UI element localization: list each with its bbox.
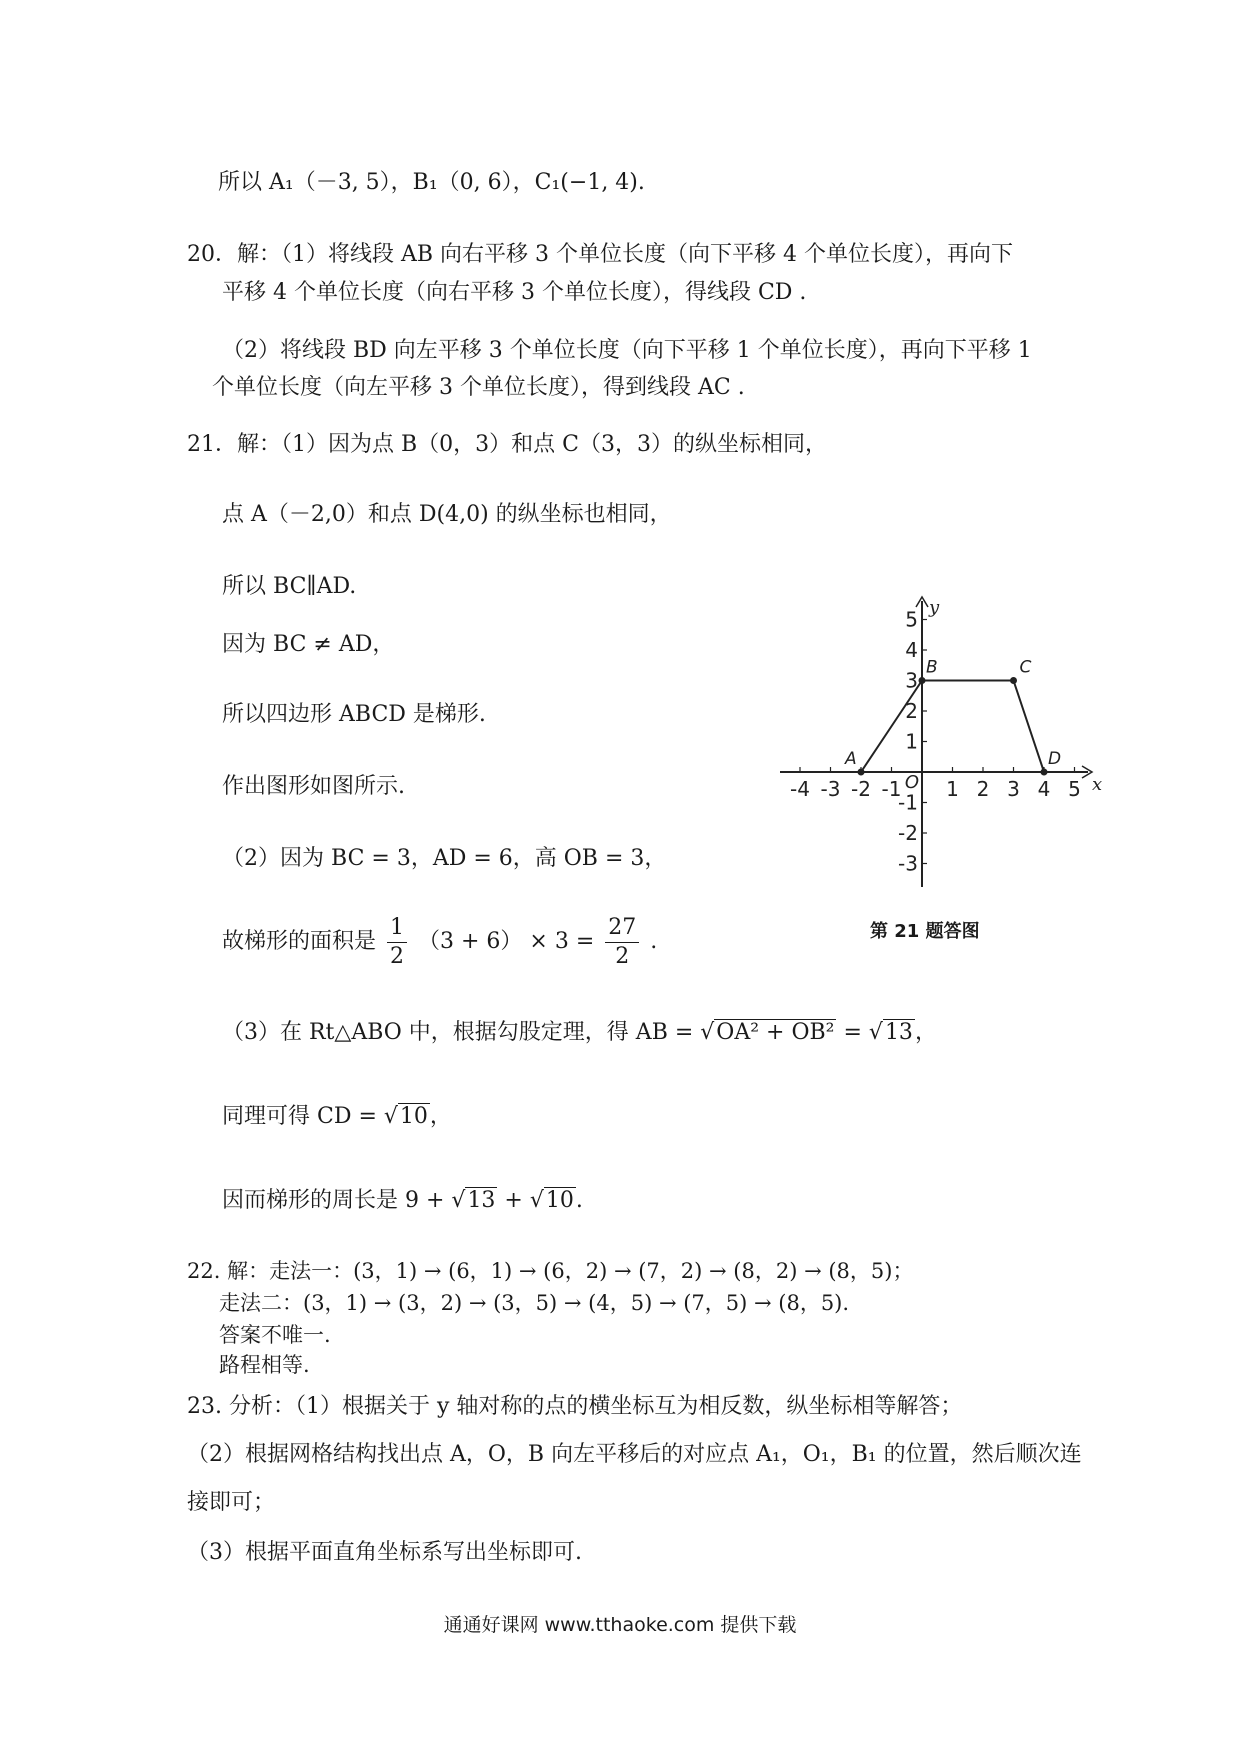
answer-22-line-1: 22. 解：走法一：(3，1) → (6，1) → (6，2) → (7，2) → (8，2) → (8，5)；: [187, 1259, 914, 1283]
x-axis-label: x: [1092, 774, 1103, 795]
y-tick-label: -3: [898, 851, 918, 876]
origin-label: O: [904, 772, 919, 793]
y-axis-label: y: [929, 597, 940, 618]
x-tick-label: -4: [790, 777, 810, 801]
answer-21-cd-length: [222, 1102, 452, 1132]
figure-caption: 第 21 题答图: [870, 921, 980, 942]
point-c-marker: [1010, 677, 1017, 684]
fraction-numerator: 27: [605, 914, 639, 943]
y-tick-label: -1: [898, 790, 918, 815]
pythagoras-end: ，: [914, 1020, 937, 1045]
perimeter-prefix: 因而梯形的周长是 9 + √: [222, 1188, 466, 1213]
answer-21-line-5: 所以四边形 ABCD 是梯形.: [222, 702, 486, 727]
cd-end: ，: [429, 1104, 452, 1129]
perimeter-end: .: [575, 1188, 583, 1213]
point-d-label: D: [1048, 749, 1062, 769]
answer-22-line-2: 走法二：(3，1) → (3，2) → (3，5) → (4，5) → (7，5) → (8，5).: [219, 1291, 850, 1315]
point-a-marker: [858, 769, 865, 776]
point-b-marker: [919, 677, 926, 684]
answer-21-area-formula: [222, 912, 657, 972]
x-tick-label: 4: [1037, 777, 1051, 801]
answer-22-line-3: 答案不唯一.: [219, 1323, 331, 1347]
answer-20-line-4: 个单位长度（向左平移 3 个单位长度），得到线段 AC .: [212, 375, 745, 400]
answer-23-line-3: 接即可；: [187, 1490, 276, 1515]
x-tick-label: 1: [946, 777, 959, 801]
answer-22-line-4: 路程相等.: [219, 1353, 310, 1377]
x-tick-label: -2: [851, 777, 871, 801]
trapezoid-outline: [861, 681, 1044, 773]
fraction-denominator: 2: [615, 943, 630, 969]
y-tick-label: 3: [905, 668, 918, 693]
y-tick-label: 5: [905, 607, 918, 632]
radicand: 10: [399, 1104, 428, 1129]
answer-21-line-1: 21．解：（1）因为点 B（0，3）和点 C（3，3）的纵坐标相同，: [187, 432, 827, 457]
area-middle: （3 + 6） × 3 =: [418, 929, 595, 954]
answer-21-line-6: 作出图形如图所示.: [222, 774, 405, 799]
radicand: 10: [545, 1188, 574, 1213]
point-c-label: C: [1019, 657, 1032, 678]
answer-23-line-4: （3）根据平面直角坐标系写出坐标即可.: [187, 1540, 582, 1565]
x-tick-label: -1: [881, 777, 902, 801]
y-tick-label: 4: [905, 638, 918, 662]
page-footer: 通通好课网 www.tthaoke.com 提供下载: [443, 1614, 797, 1636]
pythagoras-middle: = √: [836, 1020, 883, 1045]
pythagoras-prefix: （3）在 Rt△ABO 中，根据勾股定理，得 AB = √: [222, 1020, 715, 1045]
area-prefix: 故梯形的面积是: [222, 929, 377, 954]
answer-21-perimeter: [222, 1186, 583, 1216]
fraction-numerator: 1: [387, 914, 407, 943]
y-tick-label: 2: [905, 699, 918, 723]
cd-prefix: 同理可得 CD = √: [222, 1104, 398, 1129]
point-a-label: A: [845, 749, 857, 769]
answer-19-tail: 所以 A₁（－3, 5），B₁（0, 6），C₁(−1, 4).: [218, 170, 645, 195]
answer-21-line-3: 所以 BC∥AD.: [222, 574, 357, 599]
answer-20-line-2: 平移 4 个单位长度（向右平移 3 个单位长度），得线段 CD .: [222, 280, 807, 305]
x-tick-label: 3: [1007, 777, 1020, 801]
perimeter-middle: + √: [497, 1188, 544, 1213]
answer-21-line-2: 点 A（－2,0）和点 D(4,0) 的纵坐标也相同，: [222, 502, 672, 527]
answer-20-line-3: （2）将线段 BD 向左平移 3 个单位长度（向下平移 1 个单位长度），再向下平移 1: [222, 338, 1032, 363]
coordinate-graph: [770, 595, 1110, 900]
x-tick-label: -3: [820, 777, 841, 801]
answer-21-line-4: 因为 BC ≠ AD，: [222, 632, 395, 657]
point-d-marker: [1041, 769, 1048, 776]
area-end: .: [650, 929, 658, 954]
x-tick-label: 5: [1068, 777, 1081, 801]
answer-23-line-1: 23. 分析：（1）根据关于 y 轴对称的点的横坐标互为相反数，纵坐标相等解答；: [187, 1394, 963, 1419]
point-b-label: B: [926, 657, 938, 678]
fraction-one-half: [387, 914, 407, 971]
radicand: 13: [467, 1188, 496, 1213]
x-tick-label: 2: [976, 777, 990, 801]
fraction-denominator: 2: [390, 943, 405, 969]
answer-23-line-2: （2）根据网格结构找出点 A，O，B 向左平移后的对应点 A₁，O₁，B₁ 的位置，然后顺次连: [187, 1442, 1082, 1467]
radicand: OA² + OB²: [716, 1020, 835, 1045]
radicand: 13: [884, 1020, 913, 1045]
answer-21-line-7: （2）因为 BC = 3，AD = 6，高 OB = 3，: [222, 846, 667, 871]
y-tick-label: 1: [905, 729, 918, 754]
answer-21-pythagoras: [222, 1018, 937, 1048]
fraction-result: [605, 914, 639, 971]
answer-20-line-1: 20．解：（1）将线段 AB 向右平移 3 个单位长度（向下平移 4 个单位长度），再向下: [187, 242, 1014, 267]
y-tick-label: -2: [898, 821, 918, 845]
